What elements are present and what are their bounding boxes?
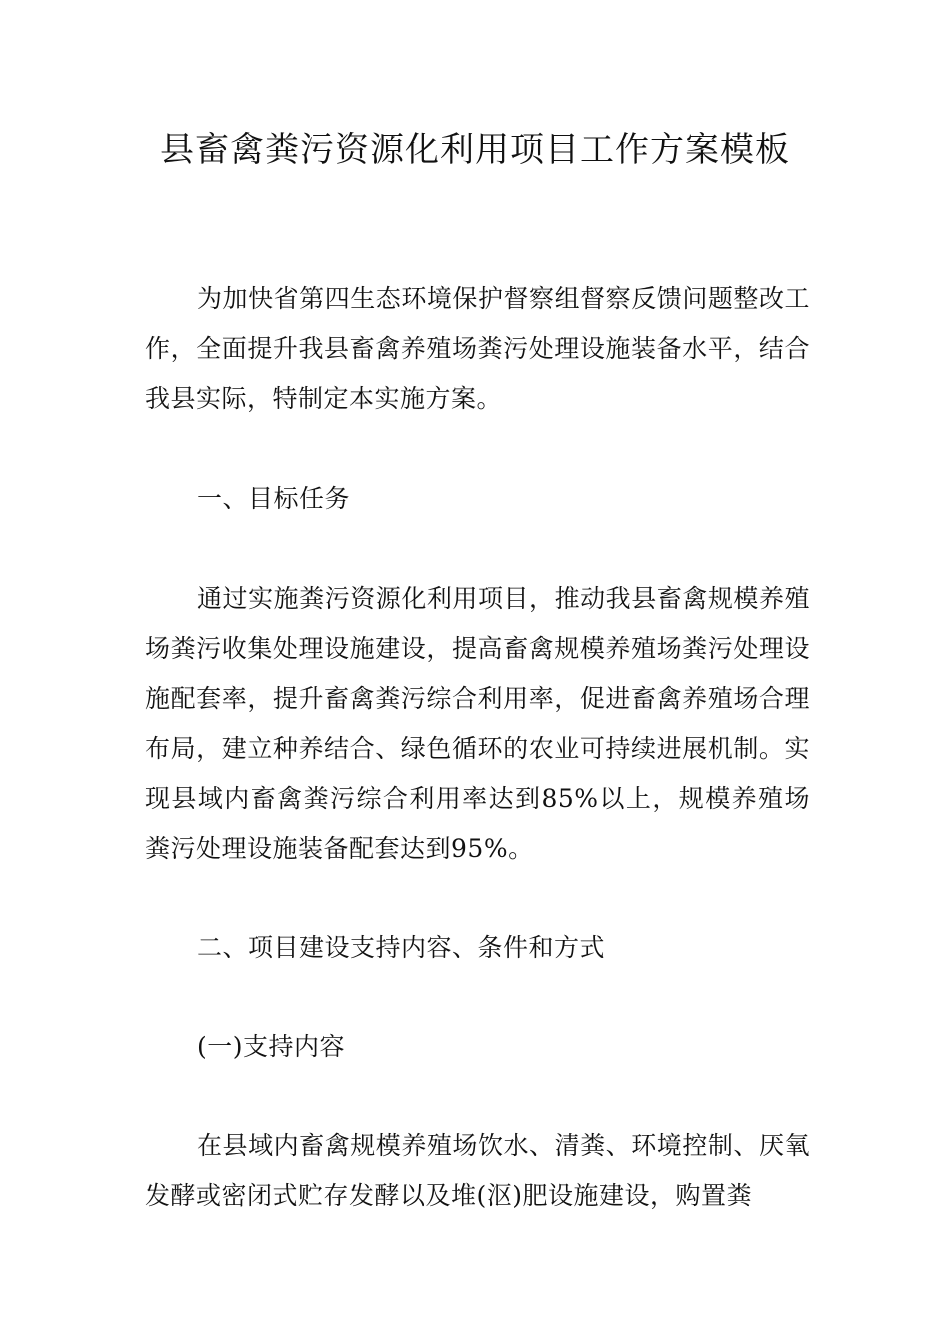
document-title: 县畜禽粪污资源化利用项目工作方案模板 [160,130,790,170]
goals-paragraph: 通过实施粪污资源化利用项目，推动我县畜禽规模养殖场粪污收集处理设施建设，提高畜禽规模养殖场粪污处理设施配套率，提升畜禽粪污综合利用率，促进畜禽养殖场合理布局，建立种养结合、绿色循环的农业可持续进展机制。实现县域内畜禽粪污综合利用率达到85%以上，规模养殖场粪污处理设施装备配套达到95%。 [145,584,810,863]
intro-paragraph: 为加快省第四生态环境保护督察组督察反馈问题整改工作，全面提升我县畜禽养殖场粪污处理设施装备水平，结合我县实际，特制定本实施方案。 [145,284,810,413]
section-heading-project-support: 二、项目建设支持内容、条件和方式 [197,933,606,962]
subsection-heading-support-content: (一)支持内容 [197,1032,346,1061]
section-heading-goals: 一、目标任务 [197,484,351,513]
support-content-paragraph: 在县域内畜禽规模养殖场饮水、清粪、环境控制、厌氧发酵或密闭式贮存发酵以及堆(沤)肥设施建设，购置粪 [145,1131,810,1210]
